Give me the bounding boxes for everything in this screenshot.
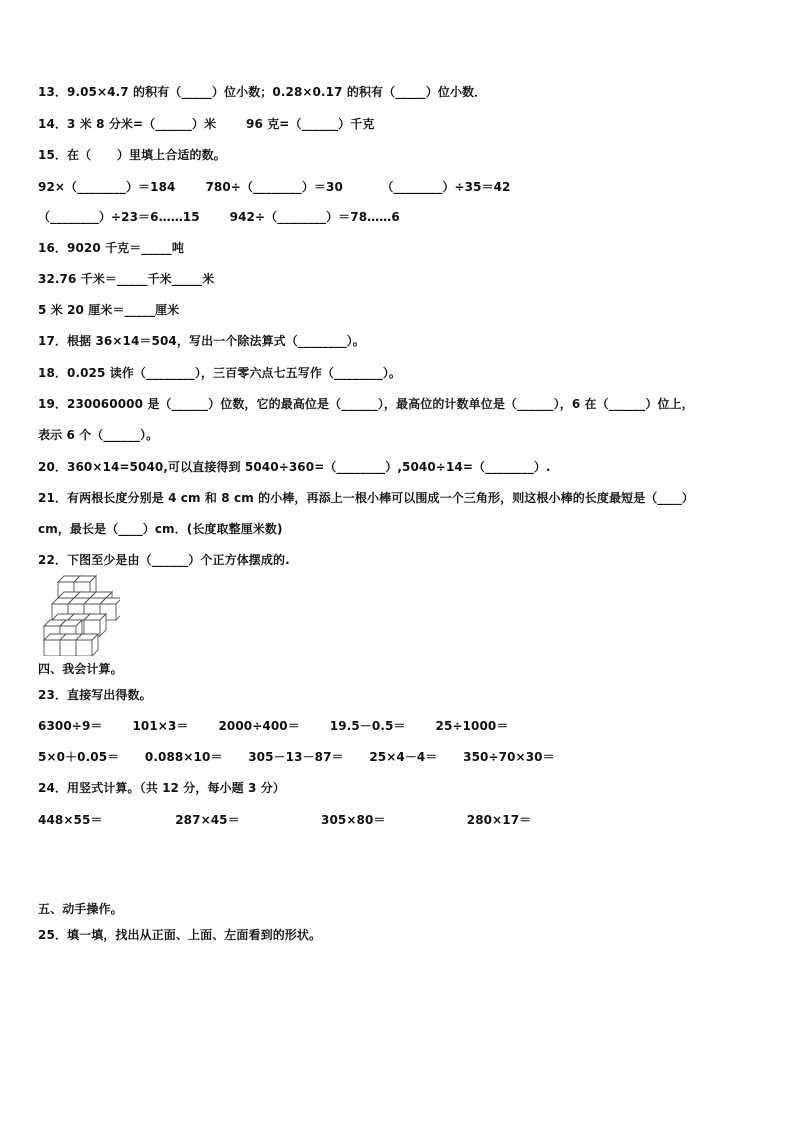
question-15-row-1: 92×（________）＝184 780÷（________）＝30 （________）÷35＝42: [38, 180, 511, 194]
question-21: 21．有两根长度分别是 4 cm 和 8 cm 的小棒，再添上一根小棒可以围成一个三角形，则这根小棒的长度最短是（____）: [38, 491, 694, 505]
question-24: 24．用竖式计算。（共 12 分，每小题 3 分）: [38, 781, 285, 795]
cube-stack-figure: [40, 574, 120, 656]
section-5-heading: 五、动手操作。: [38, 902, 123, 916]
section-4-heading: 四、我会计算。: [38, 662, 123, 676]
question-16: 16．9020 千克＝_____吨: [38, 241, 184, 255]
question-16-row-3: 5 米 20 厘米＝_____厘米: [38, 303, 180, 317]
question-20: 20．360×14=5040,可以直接得到 5040÷360=（________）,5040÷14=（________）.: [38, 460, 551, 474]
question-19: 19．230060000 是（______）位数，它的最高位是（______），最高位的计数单位是（______），6 在（______）位上，: [38, 397, 694, 411]
question-14: 14．3 米 8 分米=（______）米 96 克=（______）千克: [38, 117, 375, 131]
question-13: 13．9.05×4.7 的积有（_____）位小数；0.28×0.17 的积有（_____）位小数．: [38, 85, 487, 99]
question-23: 23．直接写出得数。: [38, 688, 152, 702]
question-18: 18．0.025 读作（________），三百零六点七五写作（________）。: [38, 366, 402, 380]
question-21-row-2: cm，最长是（____）cm．(长度取整厘米数): [38, 522, 283, 536]
question-17: 17．根据 36×14＝504，写出一个除法算式（________）。: [38, 334, 365, 348]
question-15-row-2: （________）÷23＝6……15 942÷（________）＝78……6: [38, 210, 400, 224]
question-15: 15．在（ ）里填上合适的数。: [38, 148, 226, 162]
cube: [84, 614, 106, 636]
question-16-row-2: 32.76 千米＝_____千米_____米: [38, 272, 215, 286]
cube: [76, 634, 98, 656]
question-24-row-1: 448×55＝ 287×45＝ 305×80＝ 280×17＝: [38, 813, 532, 827]
question-19-row-2: 表示 6 个（______）。: [38, 428, 159, 442]
question-23-row-2: 5×0＋0.05＝ 0.088×10＝ 305－13－87＝ 25×4－4＝ 350÷70×30＝: [38, 750, 555, 764]
question-23-row-1: 6300÷9＝ 101×3＝ 2000÷400＝ 19.5－0.5＝ 25÷1000＝: [38, 719, 509, 733]
question-22: 22．下图至少是由（______）个正方体摆成的.: [38, 553, 290, 567]
question-25: 25．填一填，找出从正面、上面、左面看到的形状。: [38, 928, 322, 942]
